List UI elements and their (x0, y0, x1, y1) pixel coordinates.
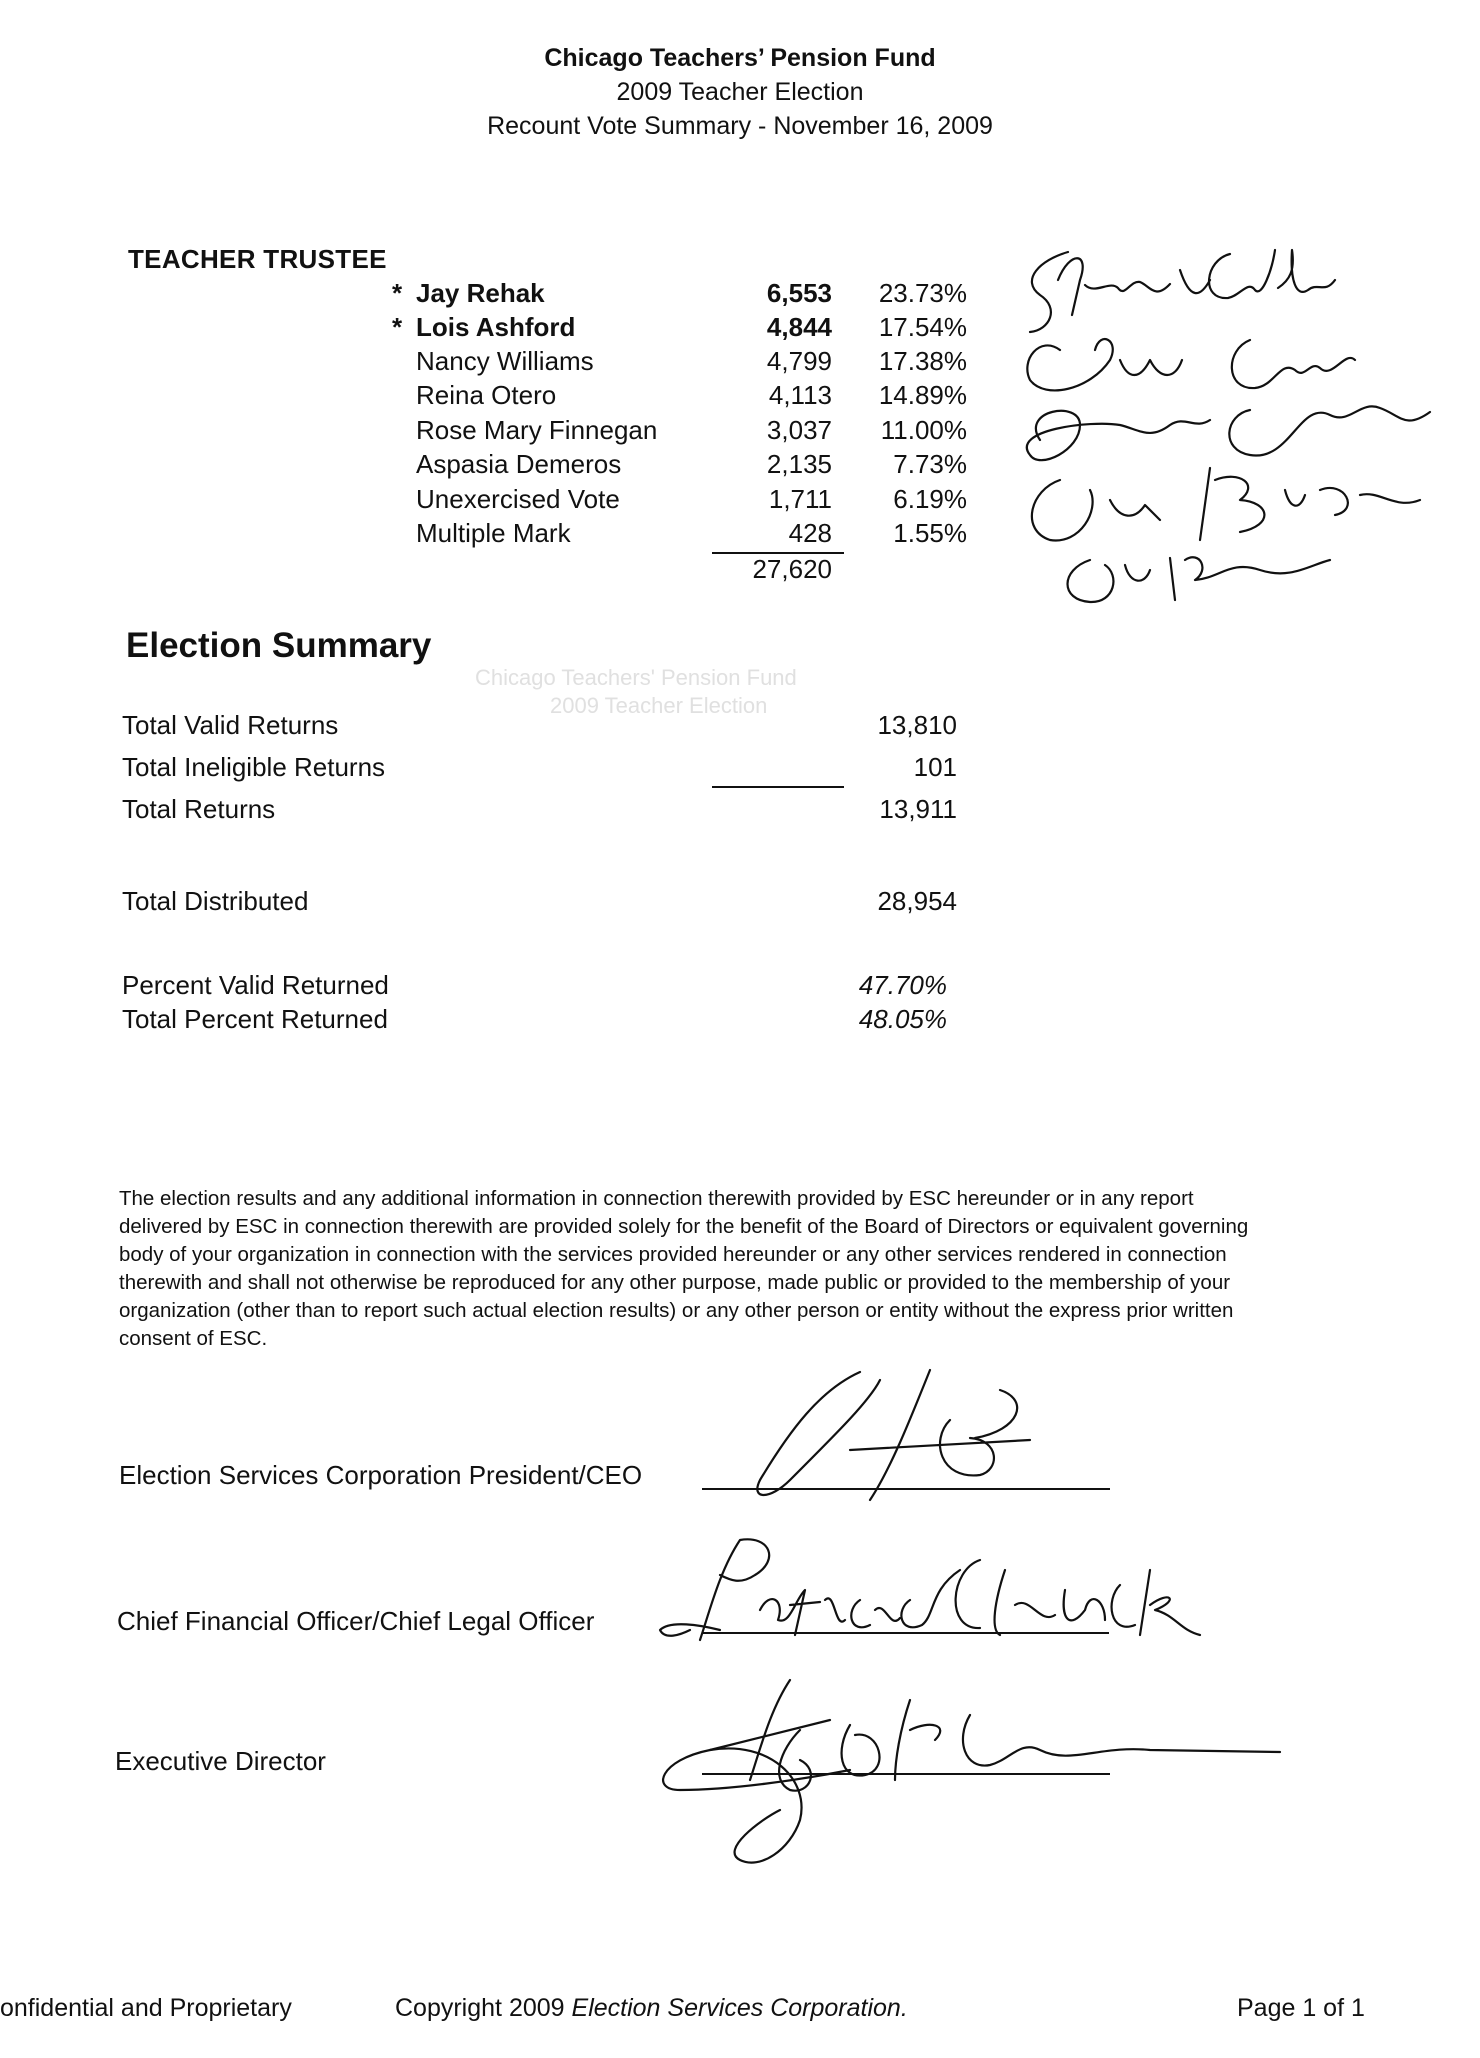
footer-copyright (395, 1994, 908, 2023)
candidate-row (392, 484, 992, 518)
candidate-percent: 14.89% (878, 380, 967, 410)
candidate-percent: 17.54% (878, 312, 967, 342)
summary-label: Total Returns (122, 794, 276, 824)
summary-row (122, 794, 957, 828)
summary-value: 47.70% (858, 970, 947, 1000)
candidate-percent: 7.73% (893, 449, 967, 479)
winner-marker: * (392, 278, 403, 308)
returns-rule (712, 786, 844, 788)
summary-value: 28,954 (877, 886, 957, 916)
candidate-votes: 428 (788, 518, 832, 548)
candidate-votes: 4,799 (766, 346, 832, 376)
candidate-votes: 3,037 (766, 415, 832, 445)
summary-label: Total Valid Returns (122, 710, 339, 740)
director-signature-label: Executive Director (115, 1746, 326, 1776)
winner-marker: * (392, 312, 403, 342)
candidate-row (392, 449, 992, 483)
candidate-name: Rose Mary Finnegan (416, 415, 658, 445)
summary-row (122, 970, 947, 1004)
summary-label: Total Percent Returned (122, 1004, 388, 1034)
trustee-signatures (1000, 240, 1470, 610)
candidate-votes: 6,553 (766, 278, 832, 308)
summary-value: 13,810 (877, 710, 957, 740)
candidate-name: Lois Ashford (416, 312, 576, 342)
summary-value: 13,911 (879, 794, 957, 824)
summary-row (122, 886, 957, 920)
summary-label: Total Distributed (122, 886, 309, 916)
footer-copyright-prefix: Copyright 2009 (395, 1994, 572, 2022)
candidate-percent: 1.55% (893, 518, 967, 548)
summary-row (122, 1004, 947, 1038)
teacher-trustee-heading: TEACHER TRUSTEE (128, 244, 387, 274)
ceo-signature-label: Election Services Corporation President/CEO (119, 1460, 643, 1490)
summary-label: Percent Valid Returned (122, 970, 389, 1000)
summary-row (122, 752, 957, 786)
document-subtitle: 2009 Teacher Election (616, 78, 864, 106)
candidate-name: Jay Rehak (416, 278, 545, 308)
candidate-name: Aspasia Demeros (416, 449, 622, 479)
candidate-votes: 1,711 (768, 484, 832, 514)
summary-row (122, 710, 957, 744)
director-signature (650, 1670, 1300, 1880)
footer-page-number: Page 1 of 1 (1237, 1994, 1365, 2022)
candidate-percent: 23.73% (878, 278, 967, 308)
bleed-through-title: Chicago Teachers' Pension Fund (475, 665, 797, 690)
candidate-row (392, 415, 992, 449)
document-title: Chicago Teachers’ Pension Fund (544, 44, 936, 72)
candidate-name: Multiple Mark (416, 518, 571, 548)
bleed-through-subtitle: 2009 Teacher Election (550, 693, 768, 718)
election-summary-heading: Election Summary (126, 626, 432, 665)
summary-label: Total Ineligible Returns (122, 752, 386, 782)
summary-value: 48.05% (858, 1004, 947, 1034)
disclaimer-text: The election results and any additional information in connection therewith provided by ESC hereunder or in any report delivered by ESC in connection therewith are provided solely for the benefit of the Board of Directors or equivalent governing body of your organization in connection with the services provided hereunder or any other services rendered in connection therewith and shall not otherwise be reproduced for any other purpose, made public or provided to the membership of your organization (other than to report such actual election results) or any other person or entity without the express prior written consent of ESC. (119, 1187, 1249, 1350)
summary-value: 101 (913, 752, 957, 782)
candidate-votes: 4,113 (768, 380, 832, 410)
candidate-name: Unexercised Vote (416, 484, 620, 514)
cfo-signature (660, 1530, 1220, 1650)
footer-company: Election Services Corporation. (571, 1994, 908, 2022)
footer-confidential: onfidential and Proprietary (0, 1994, 292, 2022)
candidate-name: Reina Otero (416, 380, 557, 410)
cfo-signature-label: Chief Financial Officer/Chief Legal Officer (117, 1606, 595, 1636)
candidate-percent: 17.38% (878, 346, 967, 376)
candidate-row (392, 380, 992, 414)
document-date-line: Recount Vote Summary - November 16, 2009 (487, 112, 993, 140)
trustee-total-votes: 27,620 (752, 554, 832, 584)
candidate-percent: 11.00% (880, 415, 967, 445)
candidate-percent: 6.19% (893, 484, 967, 514)
trustee-total-row (392, 554, 992, 588)
candidate-row (392, 312, 992, 346)
candidate-row (392, 278, 992, 312)
ceo-signature (700, 1360, 1120, 1530)
candidate-votes: 4,844 (766, 312, 832, 342)
candidate-votes: 2,135 (766, 449, 832, 479)
candidate-name: Nancy Williams (416, 346, 594, 376)
candidate-row (392, 518, 992, 552)
candidate-row (392, 346, 992, 380)
